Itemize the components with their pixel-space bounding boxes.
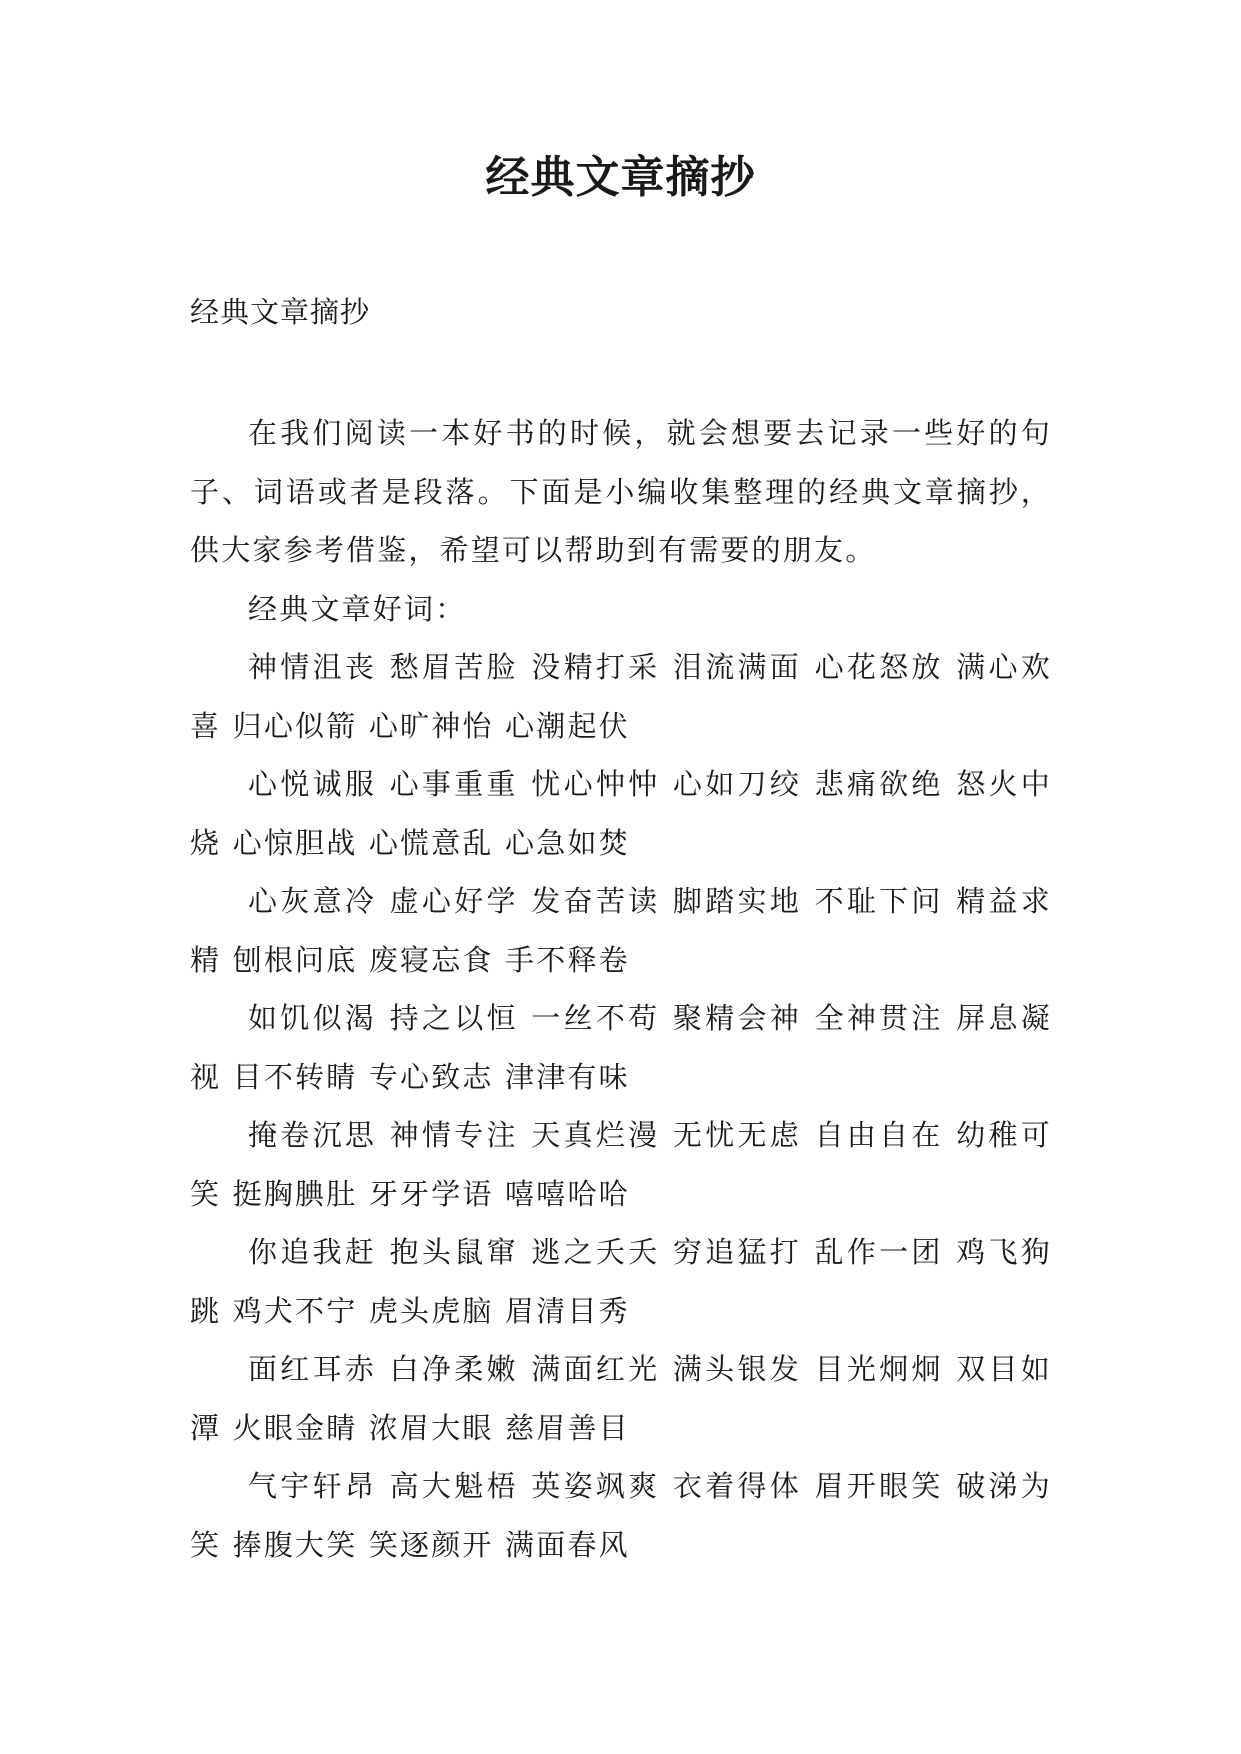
intro-paragraph: 在我们阅读一本好书的时候，就会想要去记录一些好的句子、词语或者是段落。下面是小编收集整理的经典文章摘抄，供大家参考借鉴，希望可以帮助到有需要的朋友。 (190, 416, 1052, 567)
word-list-paragraph: 心灰意冷 虚心好学 发奋苦读 脚踏实地 不耻下问 精益求精 刨根问底 废寝忘食 手不释卷 (190, 884, 1052, 977)
word-list-paragraph: 掩卷沉思 神情专注 天真烂漫 无忧无虑 自由自在 幼稚可笑 挺胸腆肚 牙牙学语 嘻嘻哈哈 (190, 1118, 1052, 1211)
word-list-paragraph: 面红耳赤 白净柔嫩 满面红光 满头银发 目光炯炯 双目如潭 火眼金睛 浓眉大眼 慈眉善目 (190, 1352, 1052, 1445)
word-list-paragraph: 如饥似渴 持之以恒 一丝不苟 聚精会神 全神贯注 屏息凝视 目不转睛 专心致志 津津有味 (190, 1001, 1052, 1094)
document-title: 经典文章摘抄 (485, 152, 756, 203)
word-list-paragraph: 气宇轩昂 高大魁梧 英姿飒爽 衣着得体 眉开眼笑 破涕为笑 捧腹大笑 笑逐颜开 满面春风 (190, 1469, 1052, 1562)
word-list-paragraph: 心悦诚服 心事重重 忧心忡忡 心如刀绞 悲痛欲绝 怒火中烧 心惊胆战 心慌意乱 心急如焚 (190, 767, 1052, 860)
section-heading: 经典文章好词： (248, 591, 467, 626)
document-body (190, 404, 1052, 1574)
word-list-paragraph: 你追我赶 抱头鼠窜 逃之夭夭 穷追猛打 乱作一团 鸡飞狗跳 鸡犬不宁 虎头虎脑 眉清目秀 (190, 1235, 1052, 1328)
word-list-paragraph: 神情沮丧 愁眉苦脸 没精打采 泪流满面 心花怒放 满心欢喜 归心似箭 心旷神怡 心潮起伏 (190, 650, 1052, 743)
document-subtitle: 经典文章摘抄 (190, 295, 371, 329)
